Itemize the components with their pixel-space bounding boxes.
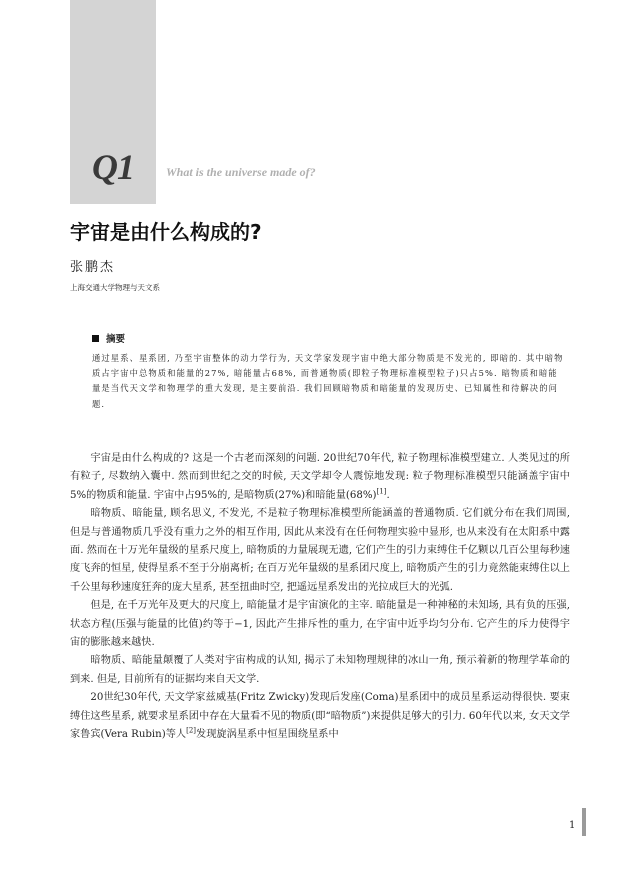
question-subtitle: What is the universe made of? [166,165,316,179]
body-paragraph-2: 暗物质、暗能量, 顾名思义, 不发光, 不是粒子物理标准模型所能涵盖的普通物质. 它们就分布在我们周围, 但是与普通物质几乎没有重力之外的相互作用, 因此从来没有在任何物理实验中显形, 也从来没有在太阳系中露面. 然而在十万光年量级的星系尺度上, 暗物质的力量展现无遗, 它们产生的引力束缚住千亿颗以几百公里每秒速度飞奔的恒星, 使得星系不至于分崩离析; 在百万光年量级的星系团尺度上, 暗物质产生的引力竟然能束缚住以上千公里每秒速度狂奔的庞大星系, 甚至扭曲时空, 把遥远星系发出的光拉成巨大的光弧. [70,508,570,593]
citation-link-1[interactable]: [1] [376,487,387,496]
page-number: 1 [569,820,576,831]
abstract-text: 通过星系、星系团, 乃至宇宙整体的动力学行为, 天文学家发现宇宙中绝大部分物质是不发光的, 即暗的. 其中暗物质占宇宙中总物质和能量的27%, 暗能量占68%, 而普通物质(即粒子物理标准模型粒子)只占5%. 暗物质和暗能量是当代天文学和物理学的重大发现, 是主要前沿. 我们回顾暗物质和暗能量的发现历史、已知属性和待解决的问题. [92,353,564,409]
body-paragraph-5-text: 20世纪30年代, 天文学家兹威基(Fritz Zwicky)发现后发座(Coma)星系团中的成员星系运动得很快. 要束缚住这些星系, 就要求星系团中存在大量看不见的物质(即“暗物质”)来提供足够大的引力. 60年代以来, 女天文学家鲁宾(Vera Rubin)等人 [70,692,570,741]
abstract-section [92,331,566,412]
body-paragraph-5 [70,689,570,744]
body-paragraph-1-text: 宇宙是由什么构成的? 这是一个古老而深刻的问题. 20世纪70年代, 粒子物理标准模型建立. 人类见过的所有粒子, 尽数纳入囊中. 然而到世纪之交的时候, 天文学却令人震惊地发现: 粒子物理标准模型只能涵盖宇宙中5%的物质和能量. 宇宙中占95%的, 是暗物质(27%)和暗能量(68%) [70,453,570,501]
square-bullet-icon [92,335,99,342]
page-edge-bar [582,808,586,836]
body-paragraph-1 [70,450,570,505]
citation-link-2[interactable]: [2] [186,726,197,735]
article-body [70,450,570,745]
question-label: Q1 [92,147,134,187]
body-paragraph-3: 但是, 在千万光年及更大的尺度上, 暗能量才是宇宙演化的主宰. 暗能量是一种神秘的未知场, 具有负的压强, 状态方程(压强与能量的比值)约等于−1, 因此产生排斥性的重力, 在宇宙中近乎均匀分布. 它产生的斥力使得宇宙的膨胀越来越快. [70,600,570,649]
abstract-heading-label: 摘要 [106,334,126,345]
body-paragraph-1-end: . [386,489,390,501]
abstract-heading [92,331,566,345]
body-paragraph-4: 暗物质、暗能量颠覆了人类对宇宙构成的认知, 揭示了未知物理规律的冰山一角, 预示着新的物理学革命的到来. 但是, 目前所有的证据均来自天文学. [70,655,570,685]
article-title: 宇宙是由什么构成的? [70,220,262,244]
author-affiliation: 上海交通大学物理与天文系 [70,283,160,292]
body-paragraph-5-end: 发现旋涡星系中恒星围绕星系中 [196,729,339,741]
article-author: 张鹏杰 [70,260,116,275]
